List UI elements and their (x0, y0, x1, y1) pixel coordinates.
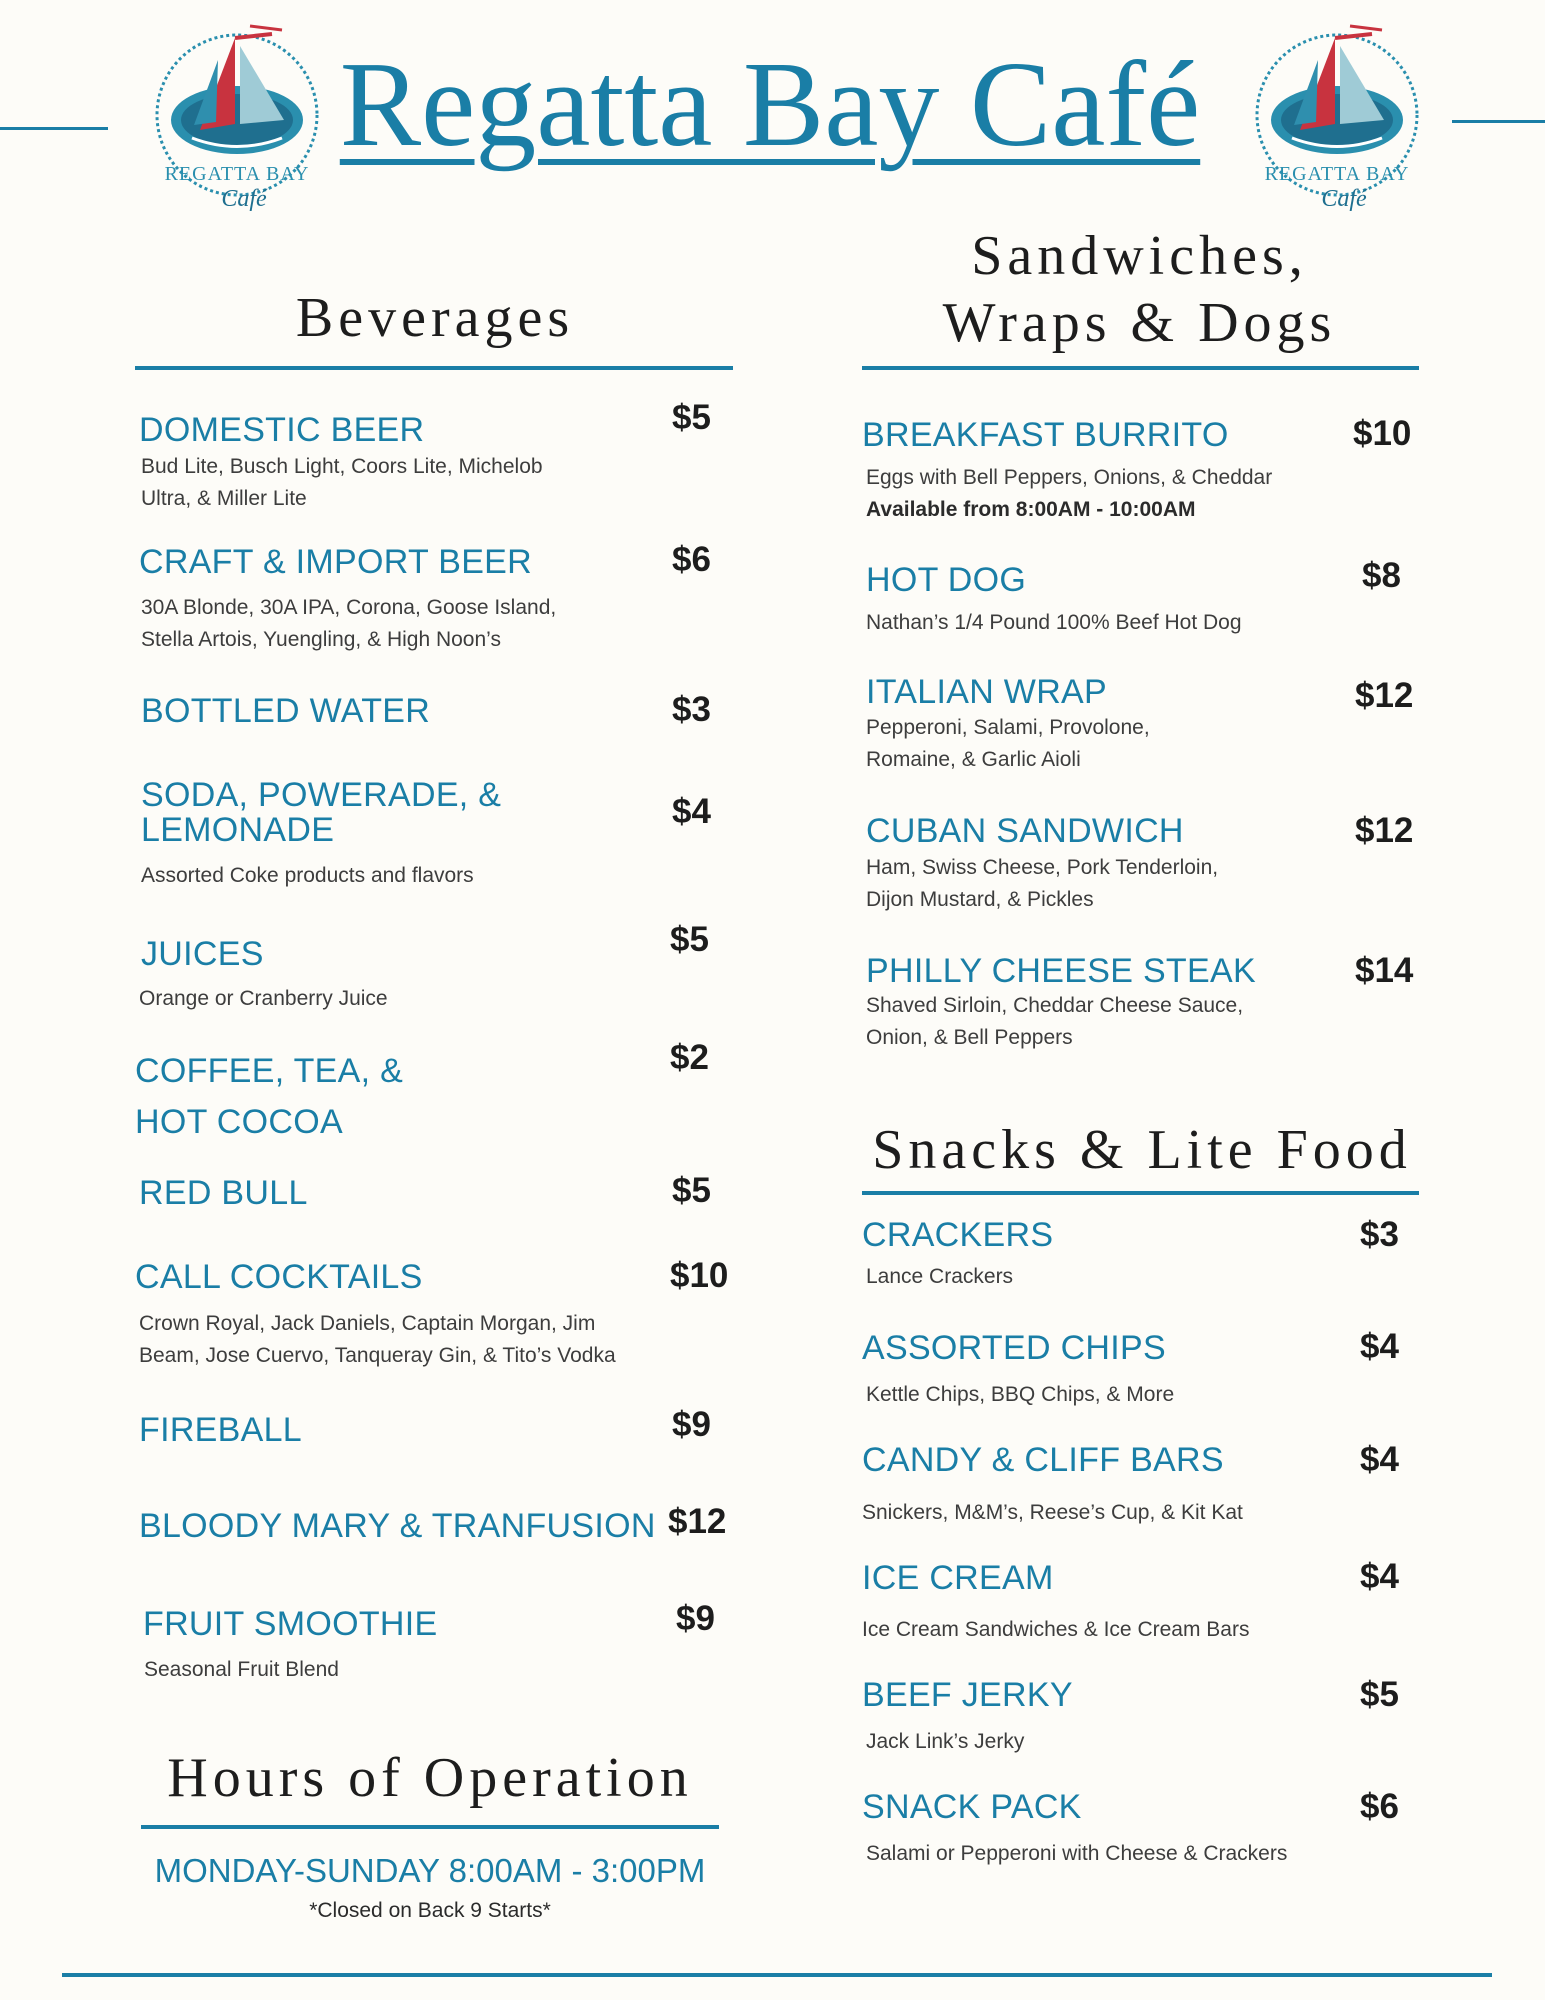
desc-call-cocktails-1: Crown Royal, Jack Daniels, Captain Morgan, Jim (139, 1312, 596, 1335)
desc-italian-wrap-2: Romaine, & Garlic Aioli (866, 748, 1081, 771)
item-craft-import-beer: CRAFT & IMPORT BEER (139, 543, 532, 581)
beverages-rule (135, 366, 733, 370)
desc-italian-wrap-1: Pepperoni, Salami, Provolone, (866, 716, 1150, 739)
header-rule-left (0, 127, 108, 130)
sandwiches-rule (862, 366, 1419, 370)
price-hot-dog: $8 (1362, 556, 1401, 595)
logo-right-script: Café (1321, 186, 1367, 212)
footer-rule (62, 1973, 1492, 1977)
price-coffee: $2 (670, 1038, 709, 1077)
desc-call-cocktails-2: Beam, Jose Cuervo, Tanqueray Gin, & Tito’s Vodka (139, 1344, 616, 1367)
item-bottled-water: BOTTLED WATER (141, 692, 431, 730)
beverages-heading: Beverages (295, 287, 575, 349)
price-italian-wrap: $12 (1355, 676, 1414, 715)
desc-ice-cream: Ice Cream Sandwiches & Ice Cream Bars (862, 1618, 1250, 1641)
hours-heading: Hours of Operation (167, 1747, 693, 1809)
desc-cuban-1: Ham, Swiss Cheese, Pork Tenderloin, (866, 856, 1219, 879)
item-italian-wrap: ITALIAN WRAP (866, 673, 1108, 711)
desc-juices: Orange or Cranberry Juice (139, 987, 388, 1010)
desc-breakfast-burrito: Eggs with Bell Peppers, Onions, & Cheddar (866, 466, 1273, 489)
logo-left-text: REGATTA BAY (164, 163, 310, 185)
price-red-bull: $5 (672, 1171, 711, 1210)
item-cuban-sandwich: CUBAN SANDWICH (866, 812, 1184, 850)
note-breakfast-burrito: Available from 8:00AM - 10:00AM (866, 498, 1196, 521)
snacks-heading: Snacks & Lite Food (872, 1119, 1412, 1181)
hours-note: *Closed on Back 9 Starts* (309, 1899, 551, 1922)
desc-crackers: Lance Crackers (866, 1265, 1014, 1288)
item-breakfast-burrito: BREAKFAST BURRITO (862, 416, 1229, 454)
item-soda-line-1: SODA, POWERADE, & (141, 776, 502, 814)
price-juices: $5 (670, 920, 709, 959)
snacks-rule (862, 1191, 1419, 1195)
price-domestic-beer: $5 (672, 398, 711, 437)
item-philly-cheese-steak: PHILLY CHEESE STEAK (866, 952, 1256, 990)
item-crackers: CRACKERS (862, 1216, 1054, 1254)
page-title: Regatta Bay Café (339, 37, 1201, 172)
price-call-cocktails: $10 (670, 1256, 729, 1295)
price-craft-import-beer: $6 (672, 540, 711, 579)
desc-snack-pack: Salami or Pepperoni with Cheese & Crackers (866, 1842, 1288, 1865)
item-bloody-mary: BLOODY MARY & TRANFUSION (139, 1507, 656, 1545)
cafe-logo-right (1232, 20, 1442, 220)
price-philly-cheese-steak: $14 (1355, 951, 1414, 990)
price-breakfast-burrito: $10 (1353, 414, 1412, 453)
desc-fruit-smoothie: Seasonal Fruit Blend (144, 1658, 339, 1681)
price-soda: $4 (672, 792, 711, 831)
desc-candy-cliff-bars: Snickers, M&M’s, Reese’s Cup, & Kit Kat (862, 1501, 1243, 1524)
desc-hot-dog: Nathan’s 1/4 Pound 100% Beef Hot Dog (866, 611, 1242, 634)
price-assorted-chips: $4 (1360, 1327, 1399, 1366)
price-snack-pack: $6 (1360, 1787, 1399, 1826)
desc-craft-beer-1: 30A Blonde, 30A IPA, Corona, Goose Island, (141, 596, 557, 619)
desc-philly-2: Onion, & Bell Peppers (866, 1026, 1073, 1049)
sandwiches-heading-line-2: Wraps & Dogs (942, 292, 1337, 354)
desc-beef-jerky: Jack Link’s Jerky (866, 1730, 1025, 1753)
item-call-cocktails: CALL COCKTAILS (135, 1258, 423, 1296)
header-rule-right (1452, 120, 1545, 123)
item-red-bull: RED BULL (139, 1174, 308, 1212)
item-snack-pack: SNACK PACK (862, 1788, 1082, 1826)
price-ice-cream: $4 (1360, 1557, 1399, 1596)
item-candy-cliff-bars: CANDY & CLIFF BARS (862, 1441, 1224, 1479)
item-coffee-line-2: HOT COCOA (135, 1103, 343, 1141)
sandwiches-heading-line-1: Sandwiches, (971, 225, 1308, 287)
hours-line: MONDAY-SUNDAY 8:00AM - 3:00PM (154, 1852, 706, 1889)
hours-rule (141, 1825, 719, 1829)
price-bloody-mary: $12 (668, 1502, 727, 1541)
price-fruit-smoothie: $9 (676, 1599, 715, 1638)
desc-philly-1: Shaved Sirloin, Cheddar Cheese Sauce, (866, 994, 1244, 1017)
price-bottled-water: $3 (672, 690, 711, 729)
item-fruit-smoothie: FRUIT SMOOTHIE (143, 1605, 438, 1643)
price-crackers: $3 (1360, 1215, 1399, 1254)
price-candy-cliff-bars: $4 (1360, 1440, 1399, 1479)
desc-craft-beer-2: Stella Artois, Yuengling, & High Noon’s (141, 628, 501, 651)
item-domestic-beer: DOMESTIC BEER (139, 411, 425, 449)
price-beef-jerky: $5 (1360, 1675, 1399, 1714)
item-juices: JUICES (141, 935, 264, 973)
item-ice-cream: ICE CREAM (862, 1559, 1054, 1597)
item-assorted-chips: ASSORTED CHIPS (862, 1329, 1166, 1367)
desc-domestic-beer-2: Ultra, & Miller Lite (141, 487, 307, 510)
desc-cuban-2: Dijon Mustard, & Pickles (866, 888, 1094, 911)
cafe-logo-left (132, 20, 342, 220)
item-coffee-line-1: COFFEE, TEA, & (135, 1052, 404, 1090)
logo-right-text: REGATTA BAY (1264, 163, 1410, 185)
item-fireball: FIREBALL (139, 1411, 303, 1449)
item-beef-jerky: BEEF JERKY (862, 1676, 1073, 1714)
logo-left-script: Café (221, 186, 267, 212)
item-soda-line-2: LEMONADE (141, 811, 335, 849)
price-cuban-sandwich: $12 (1355, 811, 1414, 850)
desc-domestic-beer-1: Bud Lite, Busch Light, Coors Lite, Michelob (141, 455, 543, 478)
desc-soda: Assorted Coke products and flavors (141, 864, 474, 887)
item-hot-dog: HOT DOG (866, 561, 1027, 599)
desc-assorted-chips: Kettle Chips, BBQ Chips, & More (866, 1383, 1175, 1406)
price-fireball: $9 (672, 1405, 711, 1444)
